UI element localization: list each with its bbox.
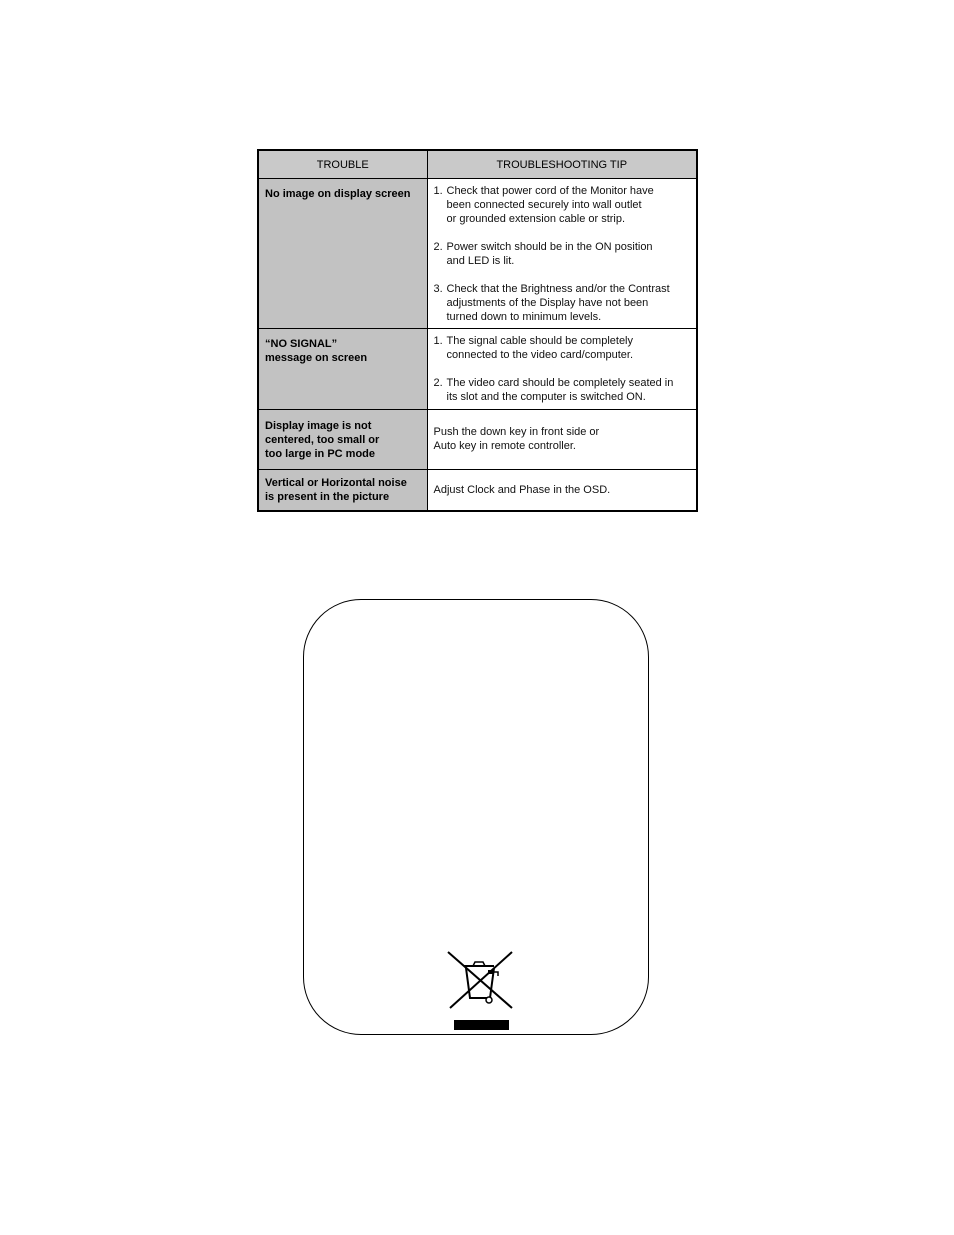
tip-number: 1. bbox=[433, 185, 443, 197]
header-troubleshooting-tip: TROUBLESHOOTING TIP bbox=[427, 150, 697, 179]
tip-cell bbox=[427, 329, 697, 410]
tip-text: Check that power cord of the Monitor have been connected securely into wall outlet or grounded extension cable or strip. bbox=[446, 185, 654, 225]
tip-number: 2. bbox=[433, 241, 443, 253]
tip-text: Push the down key in front side or Auto key in remote controller. bbox=[433, 426, 600, 452]
tip-text: Power switch should be in the ON position and LED is lit. bbox=[446, 241, 653, 267]
trouble-cell: Vertical or Horizontal noise is present in the picture bbox=[258, 470, 427, 511]
troubleshooting-table bbox=[257, 149, 698, 512]
tip-number: 1. bbox=[433, 335, 443, 347]
tip-cell bbox=[427, 470, 697, 511]
header-trouble: TROUBLE bbox=[258, 150, 427, 179]
crossed-out-wheelie-bin-icon bbox=[444, 950, 516, 1032]
tip-text: Adjust Clock and Phase in the OSD. bbox=[433, 484, 611, 496]
tip-item bbox=[434, 282, 691, 324]
tip-item bbox=[434, 376, 691, 404]
tip-cell bbox=[427, 179, 697, 329]
trouble-cell: No image on display screen bbox=[258, 179, 427, 329]
table-header-row bbox=[258, 150, 697, 179]
tip-item bbox=[434, 334, 691, 362]
trouble-cell: Display image is not centered, too small or too large in PC mode bbox=[258, 410, 427, 470]
tip-number: 3. bbox=[433, 283, 443, 295]
tip-text: Check that the Brightness and/or the Contrast adjustments of the Display have not been turned down to minimum levels. bbox=[446, 283, 670, 323]
tip-cell bbox=[427, 410, 697, 470]
tip-number: 2. bbox=[433, 377, 443, 389]
trouble-cell: “NO SIGNAL” message on screen bbox=[258, 329, 427, 410]
tip-text: The signal cable should be completely connected to the video card/computer. bbox=[446, 335, 634, 361]
table-row bbox=[258, 179, 697, 329]
tip-item bbox=[434, 240, 691, 268]
table-row bbox=[258, 329, 697, 410]
table-row bbox=[258, 410, 697, 470]
tip-item bbox=[434, 184, 691, 226]
tip-text: The video card should be completely seated in its slot and the computer is switched ON. bbox=[446, 377, 674, 403]
table-row bbox=[258, 470, 697, 511]
